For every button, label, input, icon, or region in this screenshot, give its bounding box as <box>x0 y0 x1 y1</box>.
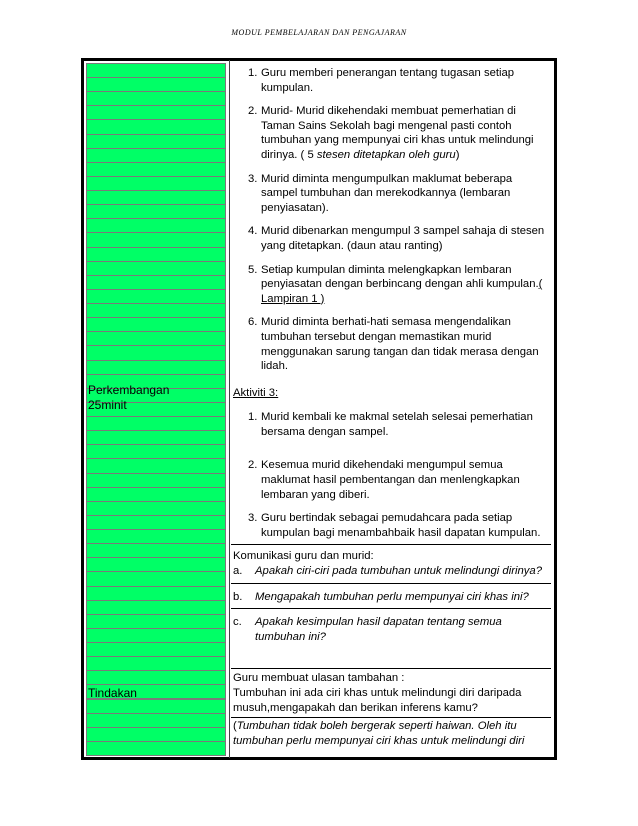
left-green-cell <box>86 458 226 473</box>
divider <box>231 544 551 545</box>
left-green-cell <box>86 190 226 205</box>
question-item: c. Apakah kesimpulan hasil dapatan tentang semua tumbuhan ini? <box>233 616 502 643</box>
list-item: 2. Murid- Murid dikehendaki membuat pemerhatian di Taman Sains Sekolah bagi mengenal pasti contoh tumbuhan yang mempunyai ciri khas untuk melindungi dirinya. ( 5 stesen ditetapkan oleh guru) <box>248 105 534 161</box>
left-green-cell <box>86 543 226 558</box>
left-green-cell <box>86 77 226 92</box>
left-green-cell <box>86 119 226 134</box>
left-green-cell <box>86 91 226 106</box>
left-green-cell <box>86 741 226 756</box>
left-green-cell <box>86 571 226 586</box>
left-green-cell <box>86 600 226 615</box>
list-item: 3. Murid diminta mengumpulkan maklumat beberapa sampel tumbuhan dan merekodkannya (lembaran penyiasatan). <box>248 172 513 214</box>
komunikasi-title: Komunikasi guru dan murid: <box>233 550 374 563</box>
left-green-cell <box>86 345 226 360</box>
lampiran-link: ( Lampiran 1 ) <box>261 278 543 305</box>
divider <box>231 668 551 669</box>
left-green-cell <box>86 642 226 657</box>
left-green-cell <box>86 232 226 247</box>
left-green-cell <box>86 444 226 459</box>
left-green-cell <box>86 360 226 375</box>
list-item: 2. Kesemua murid dikehendaki mengumpul semua maklumat hasil pembentangan dan menlengkapkan lembaran yang diberi. <box>248 459 520 501</box>
left-green-cell <box>86 416 226 431</box>
label-time: 25minit <box>88 398 127 412</box>
divider <box>231 583 551 584</box>
left-green-cell <box>86 148 226 163</box>
label-perkembangan: Perkembangan <box>88 383 170 397</box>
list-item: 6. Murid diminta berhati-hati semasa mengendalikan tumbuhan tersebut dengan memastikan murid menggunakan sarung tangan dan tidak merasa dengan lidah. <box>248 316 539 373</box>
left-green-cell <box>86 656 226 671</box>
left-green-cell <box>86 670 226 685</box>
left-green-cell <box>86 331 226 346</box>
left-green-cell <box>86 614 226 629</box>
steps-list <box>233 66 551 374</box>
column-divider <box>229 60 230 758</box>
list-item: 4. Murid dibenarkan mengumpul 3 sampel sahaja di stesen yang ditetapkan. (daun atau ranting) <box>248 225 545 252</box>
left-green-cell <box>86 529 226 544</box>
left-green-cell <box>86 105 226 120</box>
left-green-cell <box>86 430 226 445</box>
left-green-cell <box>86 515 226 530</box>
left-green-cell <box>86 261 226 276</box>
page-header: MODUL PEMBELAJARAN DAN PENGAJARAN <box>231 28 407 37</box>
tindakan-line-3: (Tumbuhan tidak boleh bergerak seperti haiwan. Oleh itu tumbuhan perlu mempunyai ciri khas untuk melindungi diri <box>233 720 525 747</box>
left-green-cell <box>86 247 226 262</box>
left-green-cell <box>86 63 226 78</box>
content-column <box>233 66 551 748</box>
tindakan-line-1: Guru membuat ulasan tambahan : <box>233 672 405 685</box>
left-green-cell <box>86 176 226 191</box>
left-green-cell <box>86 303 226 318</box>
left-green-cell <box>86 727 226 742</box>
left-green-cell <box>86 218 226 233</box>
list-item: 1. Guru memberi penerangan tentang tugasan setiap kumpulan. <box>248 67 515 94</box>
left-green-cell <box>86 501 226 516</box>
left-green-cell <box>86 628 226 643</box>
left-green-cell <box>86 487 226 502</box>
aktiviti-3-list <box>233 410 551 540</box>
left-green-cell <box>86 134 226 149</box>
left-green-cell <box>86 275 226 290</box>
left-green-cell <box>86 713 226 728</box>
tindakan-line-2: Tumbuhan ini ada ciri khas untuk melindungi diri daripada musuh,mengapakah dan berikan inferens kamu? <box>233 687 522 714</box>
left-green-cell <box>86 204 226 219</box>
question-item: a. Apakah ciri-ciri pada tumbuhan untuk melindungi dirinya? <box>233 565 542 578</box>
question-item: b. Mengapakah tumbuhan perlu mempunyai ciri khas ini? <box>233 590 529 603</box>
left-green-cell <box>86 473 226 488</box>
divider <box>231 717 551 718</box>
divider <box>231 608 551 609</box>
left-green-cell <box>86 162 226 177</box>
list-item: 5. Setiap kumpulan diminta melengkapkan lembaran penyiasatan dengan berbincang dengan ahli kumpulan.( Lampiran 1 ) <box>248 263 543 305</box>
left-green-cell <box>86 586 226 601</box>
label-tindakan: Tindakan <box>88 686 137 700</box>
left-green-cell <box>86 557 226 572</box>
left-green-cell <box>86 289 226 304</box>
list-item: 3. Guru bertindak sebagai pemudahcara pada setiap kumpulan bagi menambahbaik hasil dapatan kumpulan. <box>248 512 541 539</box>
list-item: 1. Murid kembali ke makmal setelah selesai pemerhatian bersama dengan sampel. <box>248 411 533 438</box>
aktiviti-3-heading: Aktiviti 3: <box>233 386 279 399</box>
left-green-cell <box>86 317 226 332</box>
